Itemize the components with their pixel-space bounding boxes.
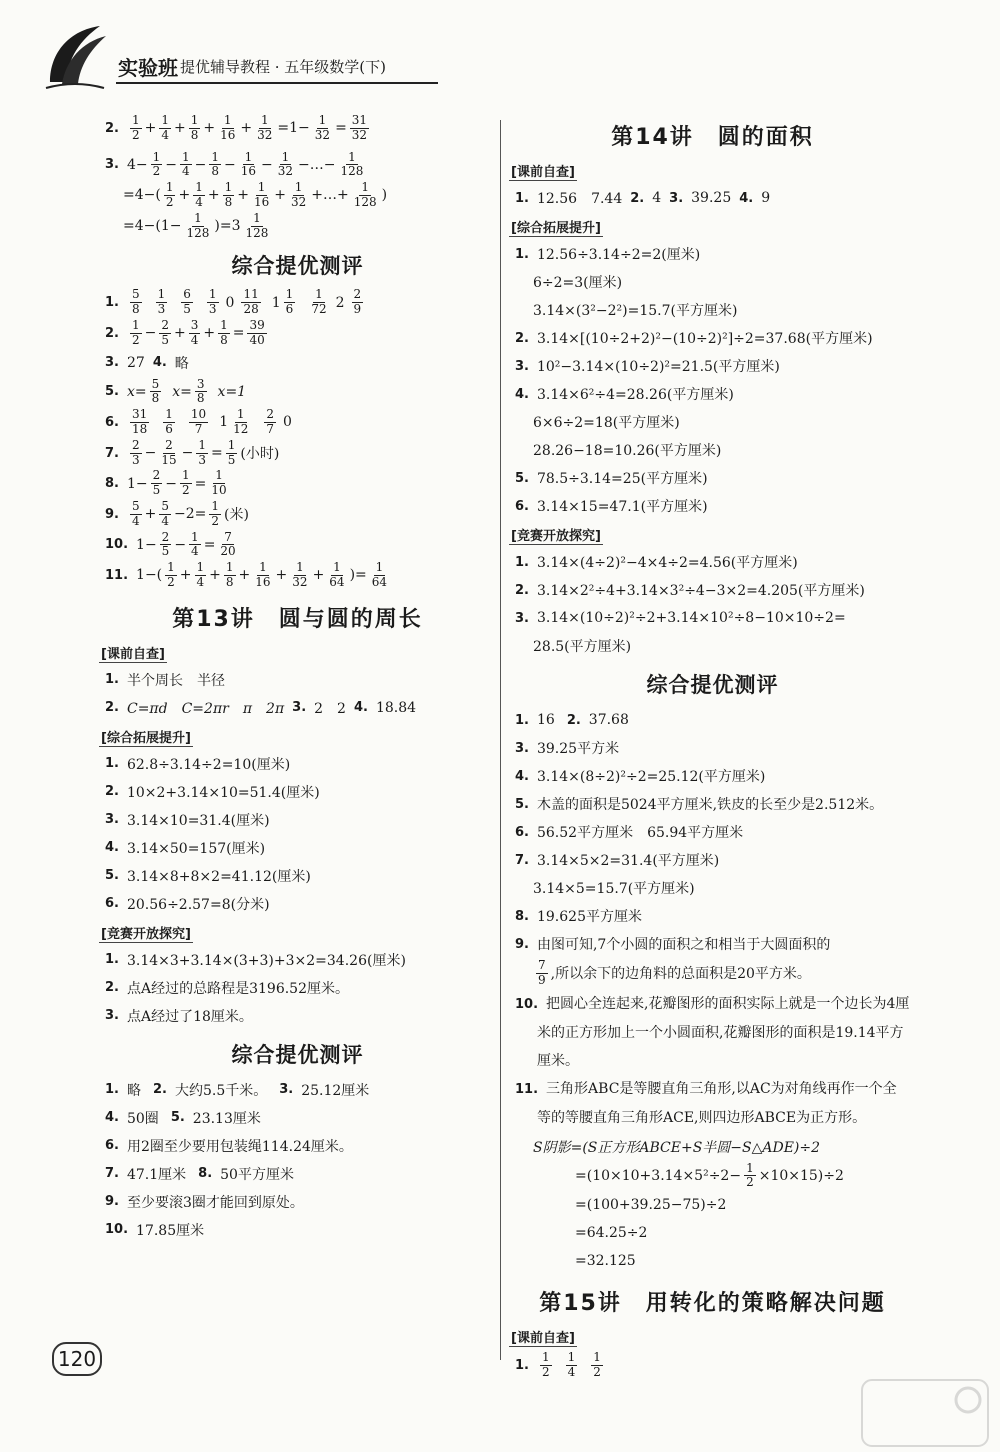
fraction [243,212,270,241]
denominator: 16 [255,574,271,589]
formula-line: S阴影=(S正方形ABCE+S半圆−S△ADE)÷2 [533,1139,821,1156]
numerator: 1 [260,113,269,127]
fraction [159,439,178,468]
answer-row: 5. 木盖的面积是5024平方厘米,铁皮的长至少是2.512米。 [515,796,884,813]
answer-row: 2. 10×2+3.14×10=51.4(厘米) [105,784,320,801]
fraction [130,500,142,529]
denominator: 32 [257,127,273,142]
fraction [276,151,295,180]
fraction [151,151,163,180]
denominator: 16 [253,194,270,209]
fraction [224,561,236,590]
numerator: 1 [165,407,173,422]
fraction [195,378,207,407]
answer-row: 8. 1− $\frac{2}{5}$ − $\frac{1}{2}$ = $\frac{1}{10}$ [105,468,227,498]
fraction [370,561,389,590]
fraction [156,288,168,317]
denominator: 2 [182,483,190,498]
denominator: 16 [220,127,236,142]
answer-row: 7. 3.14×5×2=31.4(平方厘米) [515,852,720,869]
denominator: 4 [195,194,203,209]
numerator: 31 [131,407,148,422]
denominator: 5 [161,332,169,347]
answer-row: =4−( $\frac{1}{2}$ + $\frac{1}{4}$ + $\frac{1}{8}$ + $\frac{1}{16}$ + $\frac{1}{32}$ +…+ $\frac{1}{128}$ ) [123,180,388,209]
answer-row: 3. 27 4. 略 [105,354,189,372]
numerator: 1 [190,113,199,127]
formula-line: =(10×10+3.14×5²÷2− $\frac{1}{2}$ ×10×15)÷2 [575,1160,844,1190]
denominator: 3 [157,302,166,317]
fraction [536,959,548,988]
fraction [264,408,276,437]
answer-row: 1. 16 2. 37.68 [515,712,629,728]
answer-row: 9. 由图可知,7个小圆的面积之和相当于大圆面积的 [515,936,831,953]
section-label: [课前自查] [509,1327,577,1347]
answer-row: 3.14×5=15.7(平方厘米) [533,881,695,897]
answer-row: 9. $\frac{5}{4}$ + $\frac{5}{4}$ −2= $\frac{1}{2}$ (米) [105,498,249,528]
section-label: [综合拓展提升] [509,217,603,237]
denominator: 8 [131,302,140,317]
fraction [193,181,205,210]
numerator: 1 [165,180,174,195]
fraction [165,561,177,590]
denominator: 9 [538,972,546,987]
numerator: 1 [182,149,190,164]
numerator: 1 [253,210,261,225]
numerator: 1 [196,560,205,575]
answer-row: 5. x= $\frac{5}{8}$ x= $\frac{3}{8}$ x=1 [105,376,247,406]
denominator: 8 [196,391,205,406]
numerator: 1 [211,149,220,164]
fraction [218,319,230,348]
numerator: 1 [211,498,220,513]
denominator: 2 [746,1175,754,1190]
answer-row: 1. 62.8÷3.14÷2=10(厘米) [105,756,291,773]
numerator: 2 [131,437,140,452]
fraction [289,181,308,210]
formula-line: =64.25÷2 [575,1225,648,1242]
fraction [130,114,142,143]
numerator: 1 [236,407,245,422]
numerator: 1 [244,149,253,164]
denominator: 4 [196,574,205,589]
right-column [511,118,910,1382]
page-number: 120 [52,1342,102,1376]
numerator: 1 [567,1350,576,1365]
fraction [189,319,201,348]
fraction [218,114,237,143]
fraction [130,439,142,468]
denominator: 5 [227,452,236,467]
answer-row: 6×6÷2=18(平方厘米) [533,415,680,431]
page-header [40,22,440,102]
numerator: 2 [161,317,169,332]
denominator: 7 [266,421,275,436]
fraction [255,114,274,143]
answer-row: 8. 19.625平方厘米 [515,908,642,925]
numerator: 1 [220,317,228,332]
numerator: 1 [157,287,166,302]
numerator: 1 [227,437,236,452]
fraction [350,114,369,143]
numerator: 1 [281,149,290,164]
numerator: 7 [224,529,232,544]
section-label: [综合拓展提升] [99,727,193,747]
denominator: 32 [290,194,307,209]
denominator: 5 [161,544,170,559]
numerator: 10 [190,407,207,422]
watermark-logo-icon [860,1378,990,1448]
answer-row: 10. 17.85厘米 [105,1222,205,1239]
fraction [247,319,266,348]
answer-row: 2. $\frac{1}{2}$ + $\frac{1}{4}$ + $\frac{1}{8}$ + $\frac{1}{16}$ + $\frac{1}{32}$ =1− $\frac{1}{32}$ = $\frac{31}{32}$ [105,113,368,142]
lecture-title: 第13讲 圆与圆的周长 [172,606,423,632]
numerator: 1 [194,210,202,225]
section-title: 综合提优测评 [646,673,779,697]
answer-row: 3. 39.25平方米 [515,740,620,757]
numerator: 31 [351,113,368,127]
answer-row: 1. 略 2. 大约5.5千米。 3. 25.12厘米 [105,1082,370,1099]
numerator: 1 [259,560,267,575]
column-divider [500,120,501,1360]
answer-row: 7. 47.1厘米 8. 50平方厘米 [105,1166,294,1183]
denominator: 3 [131,452,140,467]
fraction [189,114,201,143]
section-title: 综合提优测评 [231,1042,364,1067]
section-label: [竞赛开放探究] [509,525,603,545]
answer-row: 1. 12.56÷3.14÷2=2(厘米) [515,246,701,263]
answer-row: 2. 点A经过的总路程是3196.52厘米。 [105,980,349,997]
denominator: 32 [277,164,294,179]
fraction [591,1351,603,1380]
answer-row: 3. 3.14×10=31.4(厘米) [105,812,270,829]
answer-row: 4. 3.14×6²÷4=28.26(平方厘米) [515,386,734,403]
brand-title: 实验班 [118,56,178,80]
numerator: 11 [243,287,259,302]
answer-row: 6. 20.56÷2.57=8(分米) [105,896,270,913]
fraction [150,378,162,407]
fraction [309,288,328,317]
numerator: 1 [257,180,266,195]
numerator: 3 [190,317,199,332]
answer-row: 6. $\frac{31}{18}$ $\frac{1}{6}$ $\frac{10}{7}$ 1 $\frac{1}{12}$ $\frac{2}{7}$ 0 [105,407,292,436]
denominator: 15 [161,452,177,467]
fraction [339,151,366,180]
answer-row: 1. 3.14×(4÷2)²−4×4÷2=4.56(平方厘米) [515,554,798,571]
fraction [207,288,219,317]
formula-line: =(100+39.25−75)÷2 [575,1197,727,1214]
denominator: 16 [240,164,257,179]
fraction [159,114,171,143]
fraction [540,1351,552,1380]
fraction [209,469,228,498]
fraction [209,151,221,180]
numerator: 1 [131,317,140,332]
denominator: 128 [340,164,364,179]
numerator: 39 [249,317,265,332]
fraction [130,319,142,348]
numerator: 1 [593,1350,601,1365]
denominator: 8 [220,332,228,347]
fraction [184,212,211,241]
denominator: 4 [567,1364,576,1379]
fraction [196,439,208,468]
fraction [252,181,271,210]
numerator: 1 [182,468,190,483]
answer-row: 4. 50圈 5. 23.13厘米 [105,1110,261,1127]
denominator: 2 [165,194,174,209]
denominator: 8 [224,194,233,209]
denominator: 2 [211,513,220,528]
answer-row: 1. 12.56 7.44 2. 4 3. 39.25 4. 9 [515,190,771,207]
fraction [239,151,258,180]
numerator: 1 [541,1350,550,1365]
denominator: 6 [165,421,173,436]
denominator: 28 [243,302,259,317]
denominator: 2 [131,332,140,347]
answer-row: 7. $\frac{2}{3}$ − $\frac{2}{15}$ − $\frac{1}{3}$ = $\frac{1}{5}$ (小时) [105,437,280,467]
denominator: 20 [220,544,236,559]
numerator: 2 [165,437,173,452]
denominator: 4 [190,332,199,347]
fraction [163,408,175,437]
numerator: 1 [333,560,341,575]
fraction [566,1351,578,1380]
answer-row: 2. C=πd C=2πr π 2π 3. 2 2 4. 18.84 [105,699,417,717]
denominator: 8 [211,164,220,179]
numerator: 2 [266,407,275,422]
fraction [226,439,238,468]
fraction [231,408,250,437]
denominator: 18 [131,421,148,436]
fraction [151,469,163,498]
denominator: 2 [152,164,161,179]
answer-row: 2. 3.14×[(10÷2+2)²−(10÷2)²]÷2=37.68(平方厘米) [515,330,873,347]
denominator: 32 [314,127,331,142]
numerator: 1 [195,180,203,195]
formula-line: =32.125 [575,1253,636,1270]
denominator: 3 [208,302,217,317]
denominator: 5 [152,483,161,498]
numerator: 3 [196,376,205,391]
denominator: 4 [131,513,140,528]
numerator: 1 [318,113,327,127]
answer-row: 5. 3.14×8+8×2=41.12(厘米) [105,868,311,885]
denominator: 128 [353,194,377,209]
numerator: 1 [198,437,207,452]
fraction [130,408,149,437]
brand-logo-icon [40,22,110,98]
answer-row: 11. 1−( $\frac{1}{2}$ + $\frac{1}{4}$ + $\frac{1}{8}$ + $\frac{1}{16}$ + $\frac{1}{32}$ + $\frac{1}{64}$ )= $\frac{1}{64}$ [105,560,388,589]
numerator: 1 [161,113,169,127]
denominator: 128 [245,225,269,240]
answer-row: 1. 半个周长 半径 [105,672,225,689]
denominator: 9 [353,302,362,317]
answer-row: 2. $\frac{1}{2}$ − $\frac{2}{5}$ + $\frac{3}{4}$ + $\frac{1}{8}$ = $\frac{39}{40}$ [105,317,265,347]
fraction [290,561,309,590]
denominator: 32 [292,574,308,589]
fraction [209,500,221,529]
denominator: 128 [186,225,210,240]
answer-row: 2. 3.14×2²÷4+3.14×3²÷4−3×2=4.205(平方厘米) [515,582,865,599]
numerator: 5 [151,376,160,391]
fraction [313,114,332,143]
numerator: 1 [131,113,140,127]
denominator: 40 [249,332,265,347]
numerator: 6 [183,287,191,302]
answer-row: =4−(1− $\frac{1}{128}$ )=3 $\frac{1}{128}$ [123,210,269,240]
fraction [253,561,272,590]
numerator: 1 [225,560,234,575]
answer-row: 1. $\frac{1}{2}$ $\frac{1}{4}$ $\frac{1}{2}$ [515,1350,601,1379]
numerator: 2 [353,287,362,302]
answer-row: 4. 3.14×(8÷2)²÷2=25.12(平方厘米) [515,768,766,785]
fraction [189,531,201,560]
answer-row: 1. $\frac{5}{8}$ $\frac{1}{3}$ $\frac{6}{5}$ $\frac{1}{3}$ 0 $\frac{11}{28}$ 1 $\frac{1}{6}$ $\frac{1}{72}$ 2 $\frac{2}{9}$ [105,287,362,317]
fraction [744,1162,756,1191]
fraction [327,561,346,590]
numerator: 1 [208,287,217,302]
numerator: 1 [315,287,323,302]
answer-row: 3.14×(3²−2²)=15.7(平方厘米) [533,303,738,319]
numerator: 7 [538,958,546,972]
denominator: 8 [225,574,234,589]
denominator: 12 [233,421,249,436]
denominator: 32 [351,127,368,142]
denominator: 8 [151,391,160,406]
answer-row: 3. 3.14×(10÷2)²÷2+3.14×10²÷8−10×10÷2= [515,610,846,626]
fraction [352,288,364,317]
answer-row: 11. 三角形ABC是等腰直角三角形,以AC为对角线再作一个全等的等腰直角三角形ACE,则四边形ABCE为正方形。 [515,1080,897,1126]
fraction [159,319,171,348]
numerator: 1 [296,560,304,575]
denominator: 4 [161,127,169,142]
fraction [189,408,208,437]
answer-row: 6÷2=3(厘米) [533,275,623,291]
numerator: 1 [361,180,369,195]
section-label: [课前自查] [509,161,577,181]
numerator: 1 [285,287,294,302]
denominator: 72 [311,302,327,317]
answer-row: 10. 把圆心全连起来,花瓣图形的面积实际上就是一个边长为4厘米的正方形加上一个小圆面积,花瓣图形的面积是19.14平方厘米。 [515,995,910,1069]
answer-row: 9. 至少要滚3圈才能回到原处。 [105,1194,304,1211]
denominator: 2 [541,1364,550,1379]
denominator: 5 [183,302,191,317]
answer-row: 3. 点A经过了18厘米。 [105,1008,253,1025]
fraction [130,288,142,317]
denominator: 2 [593,1364,601,1379]
denominator: 8 [190,127,199,142]
section-label: [竞赛开放探究] [99,923,193,943]
denominator: 4 [182,164,190,179]
answer-row: 28.5(平方厘米) [533,639,632,655]
numerator: 1 [167,560,175,575]
fraction [352,181,379,210]
numerator: 5 [131,498,140,513]
denominator: 10 [211,483,227,498]
denominator: 2 [131,127,140,142]
denominator: 6 [285,302,294,317]
numerator: 1 [348,149,356,164]
numerator: 1 [746,1160,754,1175]
numerator: 1 [215,468,223,483]
answer-row: 6. 用2圈至少要用包装绳114.24厘米。 [105,1138,353,1155]
denominator: 2 [167,574,175,589]
answer-row: 28.26−18=10.26(平方厘米) [533,443,722,459]
numerator: 1 [294,180,303,195]
denominator: 4 [161,513,169,528]
left-column [101,112,490,1245]
numerator: 1 [224,180,233,195]
answer-row: 1. 3.14×3+3.14×(3+3)+3×2=34.26(厘米) [105,952,406,969]
answer-row: 4. 3.14×50=157(厘米) [105,840,266,857]
fraction [223,181,235,210]
fraction [241,288,260,317]
numerator: 1 [191,529,199,544]
numerator: 5 [131,287,140,302]
lecture-title: 第14讲 圆的面积 [611,125,814,150]
numerator: 1 [223,113,232,127]
book-subtitle: 提优辅导教程 · 五年级数学(下) [180,58,387,76]
denominator: 4 [191,544,199,559]
header-rule [116,82,438,84]
answer-row: 3. 10²−3.14×(10÷2)²=21.5(平方厘米) [515,358,780,375]
denominator: 3 [198,452,207,467]
numerator: 1 [152,149,161,164]
section-title: 综合提优测评 [231,254,364,279]
answer-row: 6. 56.52平方厘米 65.94平方厘米 [515,824,744,841]
fraction [180,469,192,498]
fraction [180,151,192,180]
numerator: 5 [161,498,169,513]
fraction [164,181,176,210]
fraction [160,531,172,560]
fraction [284,288,296,317]
answer-row: 3. 4− $\frac{1}{2}$ − $\frac{1}{4}$ − $\frac{1}{8}$ − $\frac{1}{16}$ − $\frac{1}{32}$ −…− $\frac{1}{128}$ [105,149,364,179]
answer-row: 10. 1− $\frac{2}{5}$ − $\frac{1}{4}$ = $\frac{7}{20}$ [105,529,236,559]
numerator: 2 [152,468,161,483]
lecture-title: 第15讲 用转化的策略解决问题 [539,1291,886,1317]
numerator: 1 [375,560,384,575]
fraction [159,500,171,529]
denominator: 64 [329,574,345,589]
section-label: [课前自查] [99,643,167,663]
denominator: 64 [371,574,388,589]
fraction [181,288,193,317]
denominator: 7 [194,421,203,436]
fraction [195,561,207,590]
answer-row: 5. 78.5÷3.14=25(平方厘米) [515,470,708,487]
answer-row: 6. 3.14×15=47.1(平方厘米) [515,498,708,515]
fraction [218,531,237,560]
answer-row: $\frac{7}{9}$ ,所以余下的边角料的总面积是20平方米。 [538,958,811,987]
numerator: 2 [161,529,170,544]
